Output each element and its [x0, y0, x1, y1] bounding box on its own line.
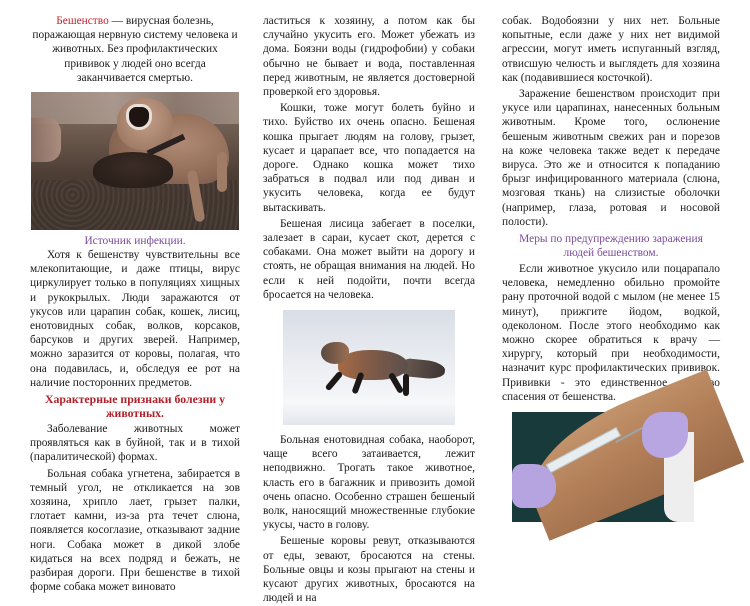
dog-continued-paragraph: ластиться к хозяину, а потом как бы случайно укусить его. Может убежать из дома. Боязни воды (гидрофобии) у собаки обычно не бывает и вода, поставленная перед животным, не является достоверной проверкой его здоровья.	[263, 15, 475, 99]
source-heading: Источник инфекции.	[84, 235, 186, 248]
signs-heading: Характерные признаки болезни у животных.	[44, 392, 226, 421]
column-1	[30, 0, 240, 594]
vaccination-photo	[512, 412, 694, 522]
raccoon-dog-paragraph: Больная енотовидная собака, наоборот, чаще всего затаивается, лежит неподвижно. Трогать такое животное, класть его в багажник и привозить домой очень опасно. Особенно страшен бешеный волк, наносящий множественные глубокие укусы, часто в голову.	[263, 434, 475, 532]
cows-paragraph: Бешеные коровы ревут, отказываются от еды, зевают, бросаются на стены. Больные овцы и козы прыгают на стены и кусают других животных, бросаются на людей и на	[263, 535, 475, 605]
intro-term: Бешенство	[56, 15, 109, 27]
forms-paragraph: Заболевание животных может проявляться как в буйной, так и в тихой (паралитической) формах.	[30, 423, 240, 464]
cat-paragraph: Кошки, тоже могут болеть буйно и тихо. Буйство их очень опасно. Бешеная кошка прыгает людям на голову, грызет, кусает и царапает все, что попадается на дороге. Однако кошка может тихо забраться в подвал или под диван и укусить человека, когда ее будут вытаскивать.	[263, 102, 475, 214]
cows-continued-paragraph: собак. Водобоязни у них нет. Больные копытные, если даже у них нет видимой агрессии, могут иметь испуганный взгляд, отвисшую челюсть и выглядеть для хозяина как (подавившиеся косточкой).	[502, 15, 720, 84]
prevention-paragraph: Если животное укусило или поцарапало человека, немедленно обильно промойте рану проточной водой с мылом (не менее 15 минут), прижгите йодом, водкой, одеколоном. После этого необходимо как можно скорее обратиться к врачу — хирургу, который при необходимости, назначит курс профилактических прививок. Прививки - это единственное средство спасения от бешенства.	[502, 263, 720, 403]
column-2	[263, 0, 475, 605]
running-fox-photo	[283, 310, 455, 425]
prevention-heading: Меры по предупреждению заражения людей бешенством.	[519, 233, 703, 260]
intro-text: — вирусная болезнь, поражающая нервную систему человека и животных. Без профилактических прививок у людей оно всегда заканчивается смертью.	[32, 15, 238, 84]
intro-paragraph	[30, 14, 240, 85]
infection-paragraph: Заражение бешенством происходит при укусе или царапинах, нанесенных больным животным. Кроме того, ослюнение бешеным животным свежих ран и порезов на коже человека также ведет к передаче вируса. Это же и относится к попаданию брызг инфицированного материала (слюна, мозговая ткань) на слизистые оболочки (например, глаза, ротовая и носовой полости).	[502, 88, 720, 228]
source-paragraph: Хотя к бешенству чувствительны все млекопитающие, и даже птицы, вирус циркулирует только в популяциях хищных и рукокрылых. Люди заражаются от укусов или царапин собак, кошек, лисиц, енотовидных собак, волков, корсаков, барсуков и других зверей. Например, можно заразится от коровы, полагая, что она подавилась, и, обследуя ее рот на наличие посторонних предметов.	[30, 249, 240, 389]
fox-paragraph: Бешеная лисица забегает в поселки, залезает в сараи, кусает скот, дерется с собаками. Она может выйти на дорогу и стоять, не обращая внимания на людей. Но если к ней подойти, почти всегда бросается на человека.	[263, 217, 475, 301]
angry-dog-photo	[31, 92, 239, 230]
column-3	[502, 0, 720, 531]
dog-paragraph: Больная собака угнетена, забирается в темный угол, не откликается на зов хозяина, хрипло лает, грызет палки, глотает камни, из-за рта течет слюна, появляется косоглазие, отказывают задние ноги. Собака может в дикой злобе кидаться на всех подряд и бежать, не разбирая дороги. При бешенстве в тихой форме собака может виновато	[30, 467, 240, 594]
